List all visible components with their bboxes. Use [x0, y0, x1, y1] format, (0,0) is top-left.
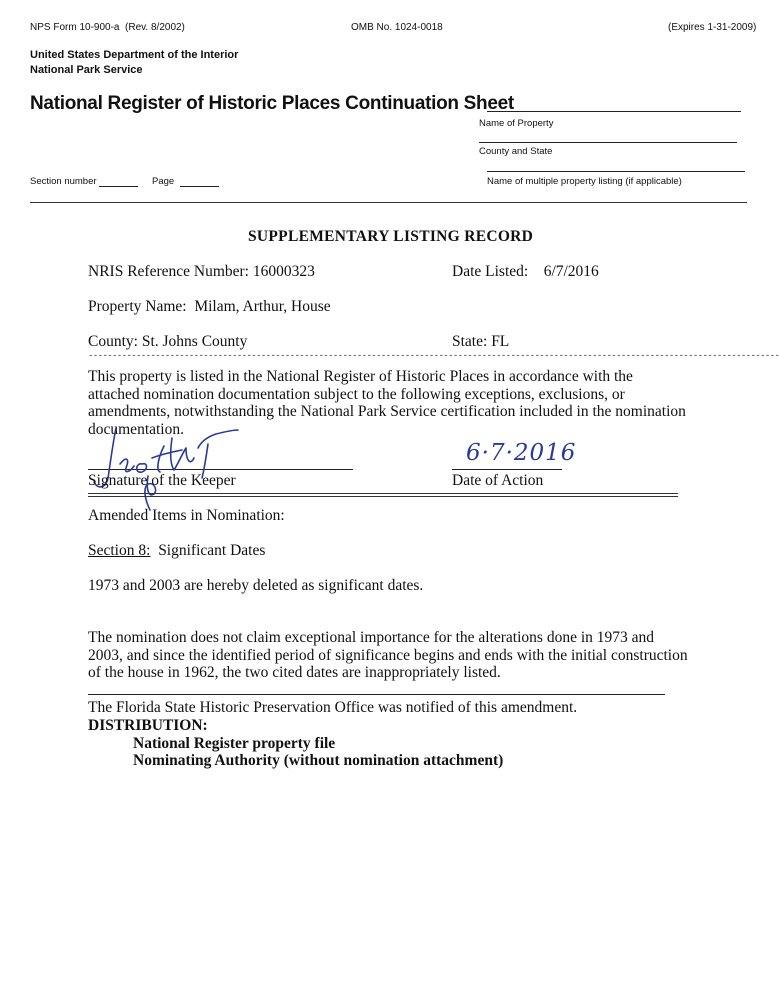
- distribution-item: Nominating Authority (without nomination attachment): [133, 752, 504, 769]
- distribution-item: National Register property file: [133, 735, 336, 752]
- deletion-note: 1973 and 2003 are hereby deleted as significant dates.: [88, 577, 424, 594]
- section-heading: [88, 542, 265, 560]
- nris-label: NRIS Reference Number:: [88, 263, 249, 280]
- date-listed-value: 6/7/2016: [543, 263, 599, 280]
- form-revision: (Rev. 8/2002): [125, 22, 185, 33]
- form-id-line: [30, 22, 185, 33]
- section-number-label: Section number: [30, 176, 97, 187]
- county-line: [88, 333, 247, 351]
- signature-label: Signature of the Keeper: [88, 472, 236, 489]
- property-name-value: Milam, Arthur, House: [194, 298, 331, 315]
- date-of-action-label: Date of Action: [452, 472, 544, 489]
- expiration: (Expires 1-31-2009): [668, 22, 757, 33]
- department-name: United States Department of the Interior: [30, 49, 239, 61]
- form-id: NPS Form 10-900-a: [30, 22, 120, 33]
- county-label: County:: [88, 333, 138, 350]
- nris-line: [88, 263, 315, 281]
- name-of-property-line: [487, 111, 741, 112]
- section-label: Section 8:: [88, 542, 151, 559]
- state-line: [452, 333, 509, 351]
- dashed-separator: ------------------------------------------------------------------------------------------------------------------------------------------------: [88, 351, 779, 361]
- county-value: St. Johns County: [141, 333, 248, 350]
- multiple-listing-label: Name of multiple property listing (if applicable): [487, 176, 682, 187]
- explanation-paragraph: The nomination does not claim exceptional importance for the alterations done in 1973 and 2003, and since the identified period of significance begins and ends with the initial construction of the house in 1962, the two cited dates are inappropriately listed.: [88, 629, 688, 681]
- nris-value: 16000323: [252, 263, 315, 280]
- property-name-line: [88, 298, 331, 316]
- county-state-label: County and State: [479, 146, 553, 157]
- multiple-listing-line: [487, 171, 745, 172]
- sheet-title: National Register of Historic Places Continuation Sheet: [30, 93, 514, 114]
- explanation-rule: [88, 694, 665, 695]
- name-of-property-label: Name of Property: [479, 118, 554, 129]
- state-label: State:: [452, 333, 488, 350]
- property-name-label: Property Name:: [88, 298, 187, 315]
- shpo-notified-note: The Florida State Historic Preservation Office was notified of this amendment.: [88, 699, 578, 716]
- distribution-label: DISTRIBUTION:: [88, 717, 208, 734]
- date-listed-line: [452, 263, 599, 281]
- record-title: SUPPLEMENTARY LISTING RECORD: [248, 228, 534, 245]
- listing-statement: This property is listed in the National Register of Historic Places in accordance with the attached nomination documentation subject to the following exceptions, exclusions, or amendments, notwithstanding the National Park Service certification included in the nomination documentation.: [88, 368, 686, 438]
- double-separator: [88, 493, 678, 497]
- page-line: [180, 186, 219, 187]
- amended-items-label: Amended Items in Nomination:: [88, 507, 285, 524]
- county-state-line: [479, 142, 737, 143]
- page-label: Page: [152, 176, 175, 187]
- section-title: Significant Dates: [158, 542, 266, 559]
- service-name: National Park Service: [30, 64, 143, 76]
- handwritten-date: 6·7·2016: [466, 440, 577, 466]
- keeper-signature-icon: [86, 418, 246, 518]
- state-value: FL: [491, 333, 510, 350]
- date-listed-label: Date Listed:: [452, 263, 529, 280]
- section-number-line: [99, 186, 138, 187]
- omb-number: OMB No. 1024-0018: [351, 22, 443, 33]
- header-rule: [30, 202, 747, 203]
- date-of-action-line: [452, 469, 562, 470]
